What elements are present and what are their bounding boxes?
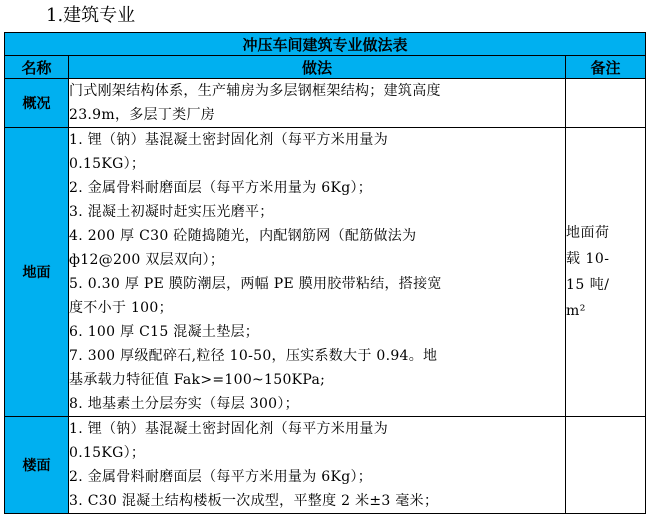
- method-line: 6. 100 厚 C15 混凝土垫层；: [69, 324, 260, 340]
- method-line: 门式刚架结构体系，生产辅房为多层钢框架结构；建筑高度: [69, 83, 441, 99]
- row-note: [566, 128, 646, 417]
- row-name: 楼面: [5, 417, 69, 514]
- section-heading: 1.建筑专业: [46, 5, 136, 26]
- table-row: [5, 417, 646, 514]
- row-method: [69, 79, 566, 128]
- row-name: 概况: [5, 79, 69, 128]
- method-line: 2. 金属骨料耐磨面层（每平方米用量为 6Kg）；: [69, 180, 373, 196]
- note-line: 载 10-: [566, 251, 610, 267]
- table-title-row: [5, 33, 646, 56]
- method-line: 度不小于 100；: [69, 300, 173, 316]
- method-line: 4. 200 厚 C30 砼随捣随光，内配钢筋网（配筋做法为: [69, 228, 417, 244]
- method-line: 8. 地基素土分层夯实（每层 300）；: [69, 396, 299, 412]
- spec-table: [4, 32, 646, 514]
- header-method: 做法: [69, 56, 566, 79]
- header-note: 备注: [566, 56, 646, 79]
- row-method: [69, 128, 566, 417]
- header-name: 名称: [5, 56, 69, 79]
- method-line: 3. 混凝土初凝时赶实压光磨平；: [69, 204, 274, 220]
- table-row: [5, 128, 646, 417]
- row-name: 地面: [5, 128, 69, 417]
- method-line: 1. 锂（钠）基混凝土密封固化剂（每平方米用量为: [69, 132, 389, 148]
- method-line: 1. 锂（钠）基混凝土密封固化剂（每平方米用量为: [69, 421, 389, 437]
- method-line: 0.15KG）；: [69, 156, 146, 172]
- row-note: [566, 79, 646, 128]
- method-line: 23.9m，多层丁类厂房: [69, 107, 216, 123]
- note-line: 地面荷: [566, 225, 610, 241]
- method-line: 3. C30 混凝土结构楼板一次成型，平整度 2 米±3 毫米；: [69, 493, 439, 509]
- table-title: 冲压车间建筑专业做法表: [5, 33, 646, 56]
- method-line: 2. 金属骨料耐磨面层（每平方米用量为 6Kg）；: [69, 469, 373, 485]
- method-line: 7. 300 厚级配碎石,粒径 10-50，压实系数大于 0.94。地: [69, 348, 438, 364]
- method-line: 基承载力特征值 Fak>=100~150KPa;: [69, 372, 326, 388]
- row-note: [566, 417, 646, 514]
- method-line: 5. 0.30 厚 PE 膜防潮层，两幅 PE 膜用胶带粘结，搭接宽: [69, 276, 442, 292]
- note-line: 15 吨/: [566, 277, 610, 293]
- method-line: ф12@200 双层双向）；: [69, 252, 225, 268]
- method-line: 0.15KG）；: [69, 445, 146, 461]
- row-method: [69, 417, 566, 514]
- note-line: m²: [566, 303, 586, 319]
- table-header-row: [5, 56, 646, 79]
- table-row: [5, 79, 646, 128]
